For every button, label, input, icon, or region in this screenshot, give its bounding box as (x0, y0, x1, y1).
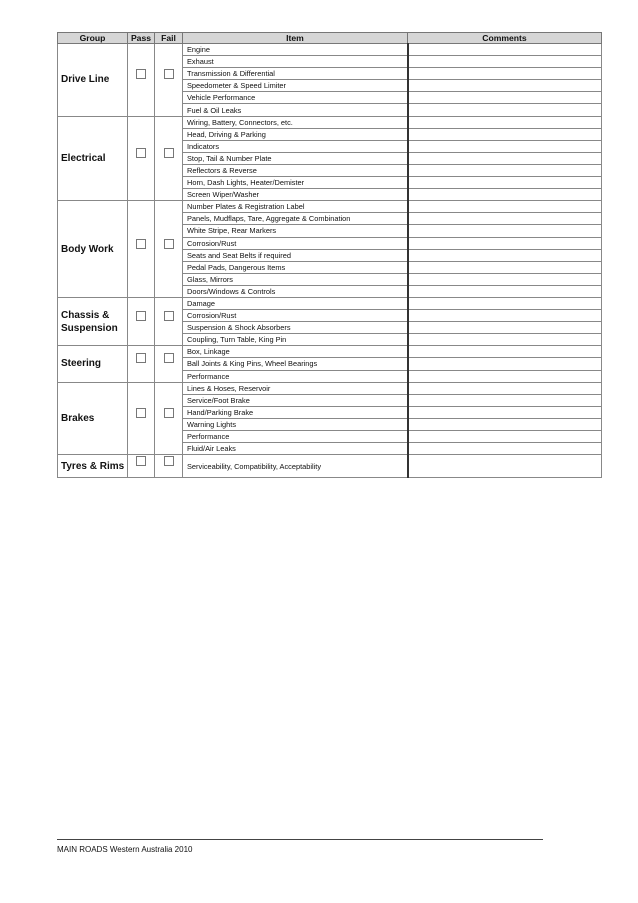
item-cell: Performance (183, 431, 408, 443)
item-cell: Fuel & Oil Leaks (183, 104, 408, 116)
comment-cell[interactable] (408, 394, 602, 406)
item-cell: Suspension & Shock Absorbers (183, 322, 408, 334)
item-cell: Serviceability, Compatibility, Acceptability (183, 455, 408, 478)
fail-checkbox[interactable] (164, 408, 174, 418)
table-row (58, 382, 602, 394)
fail-checkbox[interactable] (164, 353, 174, 363)
item-cell: Seats and Seat Belts if required (183, 249, 408, 261)
comment-cell[interactable] (408, 56, 602, 68)
item-cell: Corrosion/Rust (183, 310, 408, 322)
pass-cell (128, 201, 155, 298)
item-cell: Box, Linkage (183, 346, 408, 358)
pass-checkbox[interactable] (136, 456, 146, 466)
group-label: Steering (58, 346, 128, 382)
pass-cell (128, 116, 155, 201)
comment-cell[interactable] (408, 140, 602, 152)
comment-cell[interactable] (408, 406, 602, 418)
pass-checkbox[interactable] (136, 353, 146, 363)
item-cell: Service/Foot Brake (183, 394, 408, 406)
item-cell: Corrosion/Rust (183, 237, 408, 249)
item-cell: Vehicle Performance (183, 92, 408, 104)
pass-checkbox[interactable] (136, 408, 146, 418)
comment-cell[interactable] (408, 382, 602, 394)
comment-cell[interactable] (408, 297, 602, 309)
comment-cell[interactable] (408, 44, 602, 56)
item-cell: Head, Driving & Parking (183, 128, 408, 140)
fail-checkbox[interactable] (164, 239, 174, 249)
comment-cell[interactable] (408, 310, 602, 322)
group-label: Drive Line (58, 44, 128, 117)
footer-divider (57, 839, 543, 840)
fail-cell (155, 346, 183, 382)
fail-header: Fail (155, 33, 183, 44)
comment-cell[interactable] (408, 116, 602, 128)
item-cell: Engine (183, 44, 408, 56)
fail-cell (155, 382, 183, 455)
pass-checkbox[interactable] (136, 239, 146, 249)
item-cell: Speedometer & Speed Limiter (183, 80, 408, 92)
comment-cell[interactable] (408, 418, 602, 430)
item-cell: Lines & Hoses, Reservoir (183, 382, 408, 394)
table-row (58, 297, 602, 309)
item-cell: Coupling, Turn Table, King Pin (183, 334, 408, 346)
checklist-table (57, 32, 602, 478)
comment-cell[interactable] (408, 68, 602, 80)
pass-cell (128, 382, 155, 455)
pass-cell (128, 44, 155, 117)
comment-cell[interactable] (408, 431, 602, 443)
pass-cell (128, 297, 155, 345)
item-cell: White Stripe, Rear Markers (183, 225, 408, 237)
fail-cell (155, 455, 183, 478)
comment-cell[interactable] (408, 80, 602, 92)
group-label: Brakes (58, 382, 128, 455)
item-cell: Panels, Mudflaps, Tare, Aggregate & Combination (183, 213, 408, 225)
fail-cell (155, 201, 183, 298)
table-row (58, 116, 602, 128)
item-cell: Stop, Tail & Number Plate (183, 152, 408, 164)
item-cell: Damage (183, 297, 408, 309)
table-row (58, 44, 602, 56)
pass-checkbox[interactable] (136, 69, 146, 79)
comment-cell[interactable] (408, 104, 602, 116)
pass-checkbox[interactable] (136, 148, 146, 158)
comment-cell[interactable] (408, 285, 602, 297)
item-cell: Warning Lights (183, 418, 408, 430)
item-cell: Exhaust (183, 56, 408, 68)
comment-cell[interactable] (408, 237, 602, 249)
pass-checkbox[interactable] (136, 311, 146, 321)
footer-text: MAIN ROADS Western Australia 2010 (57, 845, 193, 854)
item-cell: Hand/Parking Brake (183, 406, 408, 418)
comment-cell[interactable] (408, 261, 602, 273)
item-cell: Doors/Windows & Controls (183, 285, 408, 297)
table-row (58, 455, 602, 478)
comment-cell[interactable] (408, 455, 602, 478)
item-cell: Transmission & Differential (183, 68, 408, 80)
comment-cell[interactable] (408, 152, 602, 164)
comment-cell[interactable] (408, 225, 602, 237)
group-label: Tyres & Rims (58, 455, 128, 478)
pass-header: Pass (128, 33, 155, 44)
item-cell: Indicators (183, 140, 408, 152)
comment-cell[interactable] (408, 249, 602, 261)
comment-cell[interactable] (408, 164, 602, 176)
group-label: Electrical (58, 116, 128, 201)
item-header: Item (183, 33, 408, 44)
table-row (58, 201, 602, 213)
group-label: Body Work (58, 201, 128, 298)
group-header: Group (58, 33, 128, 44)
item-cell: Wiring, Battery, Connectors, etc. (183, 116, 408, 128)
inspection-checklist (57, 32, 601, 478)
checklist-body (58, 44, 602, 478)
item-cell: Reflectors & Reverse (183, 164, 408, 176)
pass-cell (128, 455, 155, 478)
item-cell: Screen Wiper/Washer (183, 189, 408, 201)
item-cell: Horn, Dash Lights, Heater/Demister (183, 177, 408, 189)
comment-cell[interactable] (408, 189, 602, 201)
comment-cell[interactable] (408, 273, 602, 285)
item-cell: Glass, Mirrors (183, 273, 408, 285)
comment-cell[interactable] (408, 128, 602, 140)
comment-cell[interactable] (408, 358, 602, 370)
fail-checkbox[interactable] (164, 311, 174, 321)
comment-cell[interactable] (408, 177, 602, 189)
item-cell: Fluid/Air Leaks (183, 443, 408, 455)
header-row (58, 33, 602, 44)
pass-cell (128, 346, 155, 382)
fail-checkbox[interactable] (164, 148, 174, 158)
fail-cell (155, 297, 183, 345)
item-cell: Ball Joints & King Pins, Wheel Bearings (183, 358, 408, 370)
fail-checkbox[interactable] (164, 69, 174, 79)
comment-cell[interactable] (408, 92, 602, 104)
fail-checkbox[interactable] (164, 456, 174, 466)
item-cell: Pedal Pads, Dangerous Items (183, 261, 408, 273)
comment-cell[interactable] (408, 443, 602, 455)
fail-cell (155, 44, 183, 117)
comment-cell[interactable] (408, 370, 602, 382)
comments-header: Comments (408, 33, 602, 44)
comment-cell[interactable] (408, 346, 602, 358)
item-cell: Performance (183, 370, 408, 382)
comment-cell[interactable] (408, 213, 602, 225)
item-cell: Number Plates & Registration Label (183, 201, 408, 213)
table-row (58, 346, 602, 358)
comment-cell[interactable] (408, 322, 602, 334)
fail-cell (155, 116, 183, 201)
comment-cell[interactable] (408, 334, 602, 346)
comment-cell[interactable] (408, 201, 602, 213)
group-label: Chassis & Suspension (58, 297, 128, 345)
